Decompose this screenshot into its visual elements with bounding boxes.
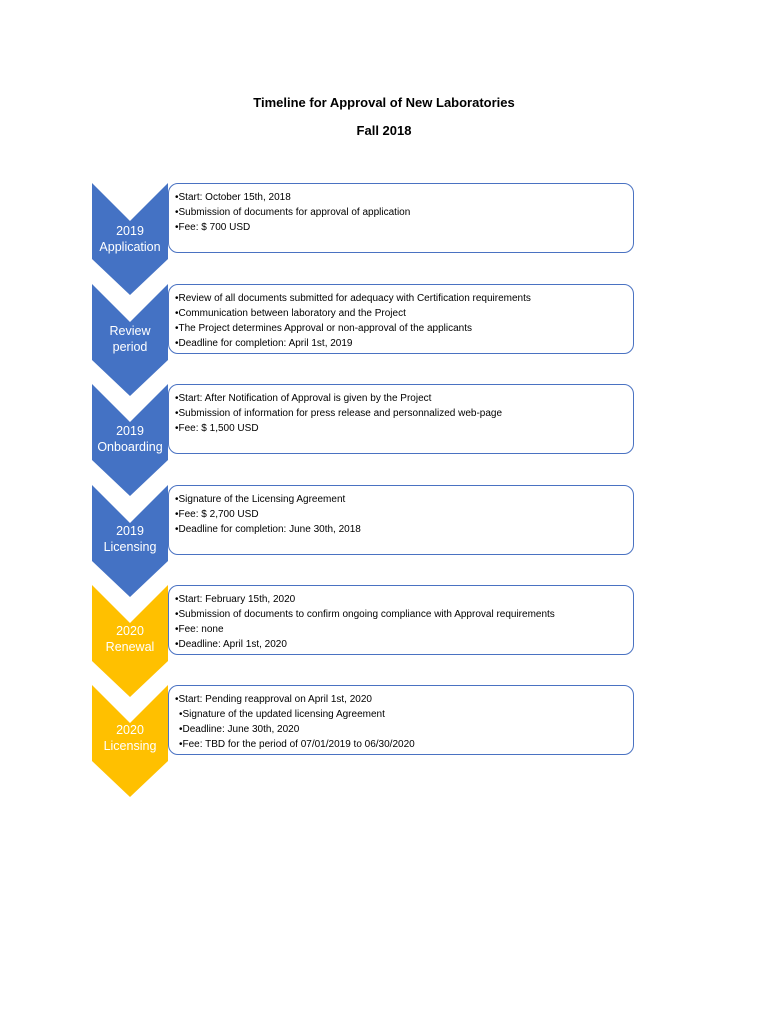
step-detail-line: •Deadline: April 1st, 2020 <box>175 639 287 650</box>
step-label <box>92 523 168 555</box>
step-label-line-1: Review <box>109 324 151 338</box>
step-label-line-2: Renewal <box>105 640 155 654</box>
step-detail-line: •Deadline for completion: June 30th, 2018 <box>175 524 361 535</box>
document-title: Timeline for Approval of New Laboratories <box>253 95 515 110</box>
step-details-box <box>168 585 634 655</box>
timeline-step-licensing-2020 <box>0 685 768 797</box>
step-label <box>92 423 168 455</box>
step-details-box <box>168 485 634 555</box>
step-details-box <box>168 685 634 755</box>
step-detail-line: •Fee: TBD for the period of 07/01/2019 to 06/30/2020 <box>179 739 415 750</box>
step-detail-line: •Submission of documents to confirm ongoing compliance with Approval requirements <box>175 609 555 620</box>
step-detail-line: •Fee: none <box>175 624 224 635</box>
step-detail-line: •Submission of information for press release and personnalized web-page <box>175 408 503 419</box>
step-detail-line: •Start: After Notification of Approval is given by the Project <box>175 393 432 404</box>
step-details-box <box>168 284 634 354</box>
step-detail-line: •Deadline for completion: April 1st, 2019 <box>175 338 353 349</box>
step-label <box>92 323 168 355</box>
step-label-line-1: 2020 <box>116 624 144 638</box>
step-detail-line: •Communication between laboratory and the Project <box>175 308 406 319</box>
step-label-line-2: Application <box>99 240 161 254</box>
step-label-line-1: 2020 <box>116 723 144 737</box>
step-detail-line: •Signature of the updated licensing Agreement <box>179 709 385 720</box>
step-detail-line: •Deadline: June 30th, 2020 <box>179 724 300 735</box>
step-detail-line: •Fee: $ 700 USD <box>175 222 251 233</box>
step-label-line-2: Licensing <box>103 540 157 554</box>
timeline-step-review-period <box>0 284 768 396</box>
step-label <box>92 623 168 655</box>
step-label-line-1: 2019 <box>116 424 144 438</box>
step-detail-line: •Start: Pending reapproval on April 1st, 2020 <box>175 694 372 705</box>
timeline-step-renewal-2020 <box>0 585 768 697</box>
step-label-line-1: 2019 <box>116 224 144 238</box>
step-label-line-2: period <box>112 340 148 354</box>
timeline-step-application <box>0 183 768 295</box>
step-label <box>92 722 168 754</box>
step-label-line-2: Licensing <box>103 739 157 753</box>
step-detail-line: •Fee: $ 1,500 USD <box>175 423 259 434</box>
step-label-line-1: 2019 <box>116 524 144 538</box>
document-subtitle: Fall 2018 <box>356 123 412 138</box>
step-details-box <box>168 384 634 454</box>
step-detail-line: •Submission of documents for approval of application <box>175 207 411 218</box>
step-detail-line: •The Project determines Approval or non-approval of the applicants <box>175 323 473 334</box>
step-detail-line: •Review of all documents submitted for adequacy with Certification requirements <box>175 293 531 304</box>
step-label-line-2: Onboarding <box>97 440 163 454</box>
step-label <box>92 223 168 255</box>
step-detail-line: •Signature of the Licensing Agreement <box>175 494 346 505</box>
step-detail-line: •Start: February 15th, 2020 <box>175 594 296 605</box>
timeline-step-onboarding <box>0 384 768 496</box>
timeline-step-licensing-2019 <box>0 485 768 597</box>
step-detail-line: •Start: October 15th, 2018 <box>175 192 291 203</box>
step-details-box <box>168 183 634 253</box>
step-detail-line: •Fee: $ 2,700 USD <box>175 509 259 520</box>
